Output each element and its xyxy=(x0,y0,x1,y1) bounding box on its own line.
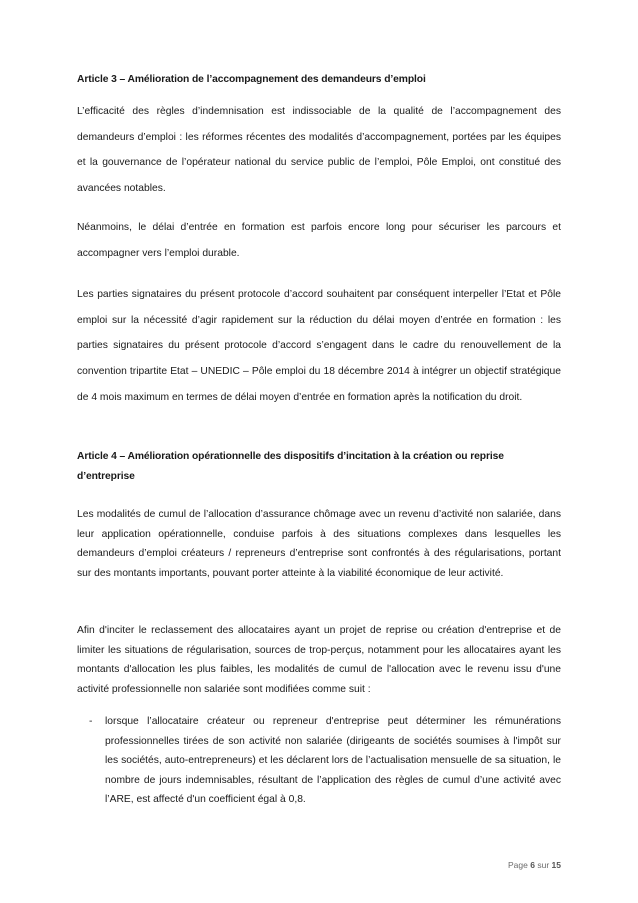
page-label: Page xyxy=(508,860,528,870)
document-page xyxy=(77,0,561,903)
total-pages: 15 xyxy=(551,860,561,870)
list-bullet: - xyxy=(89,716,93,727)
article-3-heading: Article 3 – Amélioration de l’accompagnement des demandeurs d’emploi xyxy=(77,74,426,85)
article-3-paragraph-1: L’efficacité des règles d’indemnisation est indissociable de la qualité de l’accompagnement des demandeurs d’emploi : les réformes récentes des modalités d’accompagnement, portées par les équipes et la gouvernance de l’opérateur national du service public de l’emploi, Pôle Emploi, ont constitué des avancées notables. xyxy=(77,106,561,195)
article-4-list-item xyxy=(77,712,561,810)
of-label: sur xyxy=(537,860,550,870)
page-number: 6 xyxy=(530,860,535,870)
list-item-text: lorsque l’allocataire créateur ou repreneur d'entreprise peut déterminer les rémunérations professionnelles tirées de son activité non salariée (dirigeants de sociétés soumises à l'impôt sur les sociétés, auto-entrepreneurs) et les déclarent lors de l’actualisation mensuelle de sa situation, le nombre de jours indemnisables, résultant de l’application des règles de cumul d’une activité avec l’ARE, est affecté d'un coefficient égal à 0,8. xyxy=(105,716,561,806)
article-4-paragraph-1: Les modalités de cumul de l’allocation d’assurance chômage avec un revenu d’activité non salariée, dans leur application opérationnelle, conduise parfois à des situations complexes dans lesquelles les demandeurs d’emploi créateurs / repreneurs d’entreprise sont confrontés à des régularisations, portant sur des montants importants, pouvant porter atteinte à la viabilité économique de leur activité. xyxy=(77,509,561,579)
page-footer xyxy=(508,860,561,870)
article-4-heading: Article 4 – Amélioration opérationnelle des dispositifs d’incitation à la création ou reprise d’entreprise xyxy=(77,451,504,482)
article-4-paragraph-2: Afin d'inciter le reclassement des allocataires ayant un projet de reprise ou création d'entreprise et de limiter les situations de régularisation, sources de trop-perçus, notamment pour les allocataires ayant les montants d'allocation les plus faibles, les modalités de cumul de l'allocation avec le revenu issu d'une activité professionnelle non salariée sont modifiées comme suit : xyxy=(77,625,561,695)
article-3-paragraph-2: Néanmoins, le délai d’entrée en formation est parfois encore long pour sécuriser les parcours et accompagner vers l’emploi durable. xyxy=(77,222,561,259)
article-3-paragraph-3: Les parties signataires du présent protocole d’accord souhaitent par conséquent interpeller l’Etat et Pôle emploi sur la nécessité d’agir rapidement sur la réduction du délai moyen d’entrée en formation : les parties signataires du présent protocole d’accord s’engagent dans le cadre du renouvellement de la convention tripartite Etat – UNEDIC – Pôle emploi du 18 décembre 2014 à intégrer un objectif stratégique de 4 mois maximum en termes de délai moyen d’entrée en formation après la notification du droit. xyxy=(77,289,561,403)
